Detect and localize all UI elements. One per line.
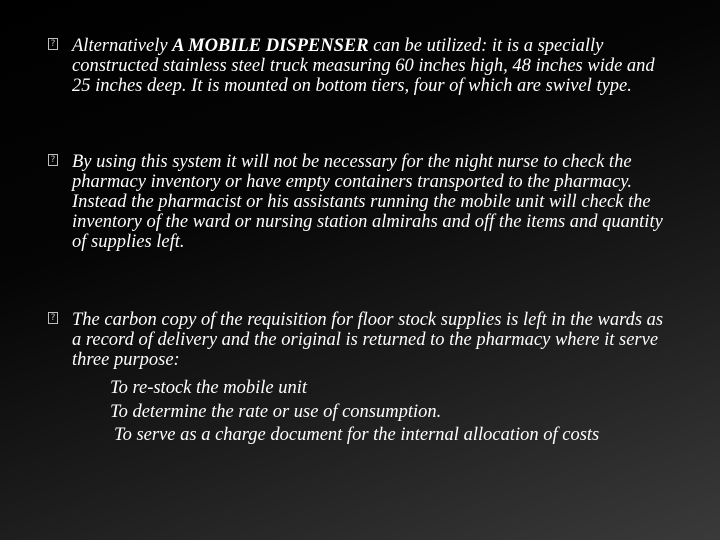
bullet-night-nurse — [48, 152, 672, 252]
bullet-text: By using this system it will not be necessary for the night nurse to check the pharmacy inventory or have empty containers transported to the pharmacy. Instead the pharmacist or his assistants running the mobile unit will check the inventory of the ward or nursing station almirahs and off the items and quantity of supplies left. — [72, 152, 663, 252]
bullet-emphasis: A MOBILE DISPENSER — [172, 36, 369, 56]
sub-item-list — [48, 376, 672, 446]
bullet-carbon-copy — [48, 310, 672, 446]
bullet-text: The carbon copy of the requisition for floor stock supplies is left in the wards as a record of delivery and the original is returned to the pharmacy where it serve three purpose: — [72, 310, 664, 370]
sub-item: To determine the rate or use of consumption. — [110, 402, 442, 422]
bullet-body: can be utilized: it is a specially constructed stainless steel truck measuring 60 inches high, 48 inches wide and 25 inches deep. It is mounted on bottom tiers, four of which are swivel type. — [72, 36, 655, 96]
bullet-text — [72, 36, 672, 96]
bullet-marker-icon: ? — [48, 38, 58, 50]
bullet-marker-icon: ? — [48, 154, 58, 166]
bullet-marker-icon: ? — [48, 312, 58, 324]
sub-item: To re-stock the mobile unit — [110, 378, 307, 398]
sub-item: To serve as a charge document for the internal allocation of costs — [114, 425, 600, 445]
bullet-lead: Alternatively — [72, 36, 173, 56]
bullet-mobile-dispenser — [48, 36, 672, 96]
